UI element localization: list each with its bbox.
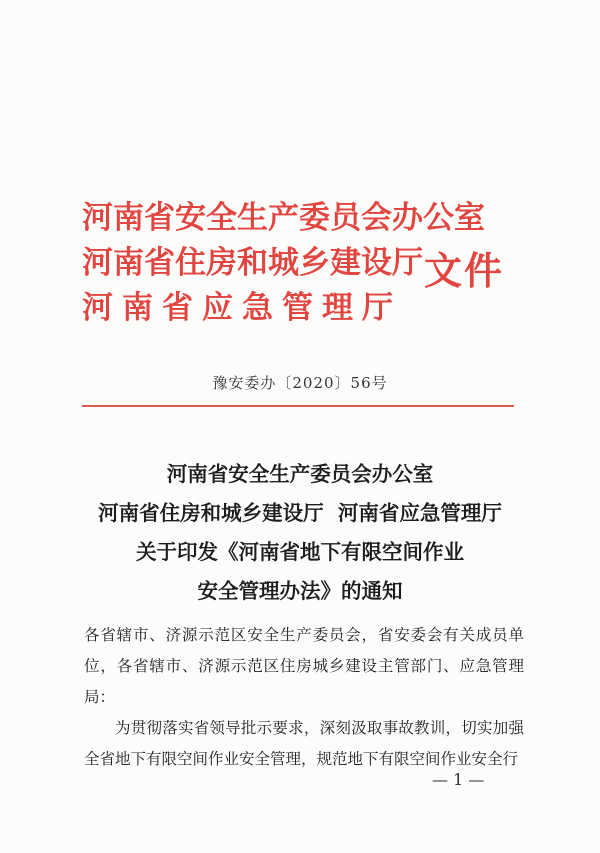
title-line: 安全管理办法》的通知	[197, 579, 403, 603]
body-paragraph: 为贯彻落实省领导批示要求，深刻汲取事故教训，切实加强全省地下有限空间作业安全管理，规范地下有限空间作业安全行	[84, 719, 524, 768]
title-line: 关于印发《河南省地下有限空间作业	[136, 540, 464, 564]
document-number: 豫安委办〔2020〕56号	[212, 374, 388, 392]
red-divider-line	[82, 405, 514, 407]
issuer-line: 河南省安全生产委员会办公室	[82, 200, 485, 236]
page-number: — 1 —	[432, 770, 485, 789]
issuer-line: 河南省住房和城乡建设厅	[82, 245, 423, 281]
issuer-line: 河南省应急管理厅	[82, 290, 402, 326]
salutation-paragraph: 各省辖市、济源示范区安全生产委员会，省安委会有关成员单位，各省辖市、济源示范区住房城乡建设主管部门、应急管理局：	[84, 626, 524, 706]
title-line: 河南省安全生产委员会办公室	[166, 462, 434, 486]
notice-title	[0, 455, 600, 611]
document-type-label: 文件	[424, 248, 505, 293]
title-line: 河南省住房和城乡建设厅 河南省应急管理厅	[98, 501, 502, 525]
